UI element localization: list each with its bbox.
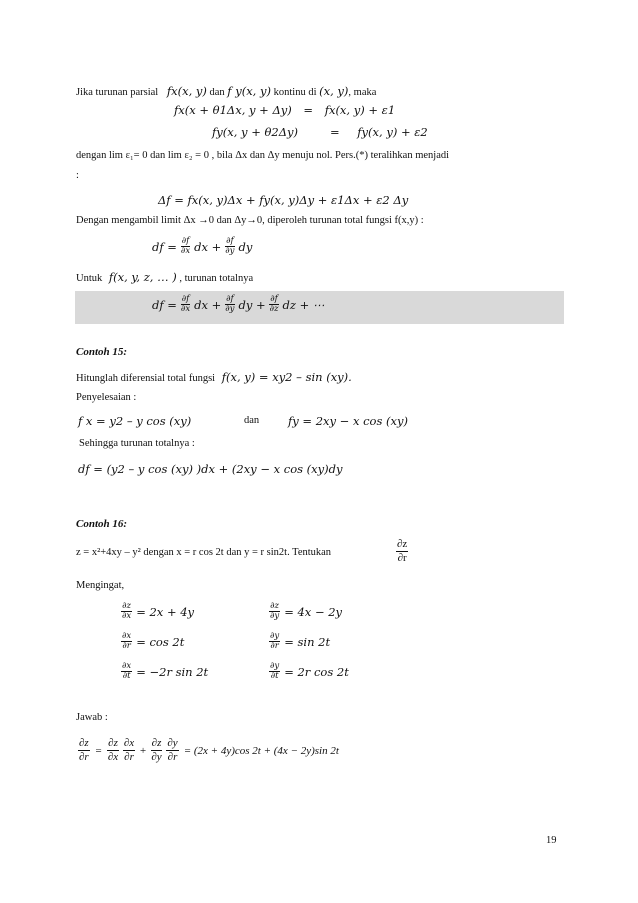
row3-right: $\frac{\partial y}{\partial t}$ = 2r cos 2t <box>270 661 349 681</box>
df-px: ∂x <box>180 246 191 256</box>
df-equation <box>152 237 252 256</box>
df-lhs: df = <box>152 239 177 254</box>
limit-line: dengan lim ε₁= 0 dan lim ε₂ = 0 , bila Δx dan Δy menuju nol. Pers.(*) teralihkan menjadi <box>76 150 450 161</box>
row2-right: $\frac{\partial y}{\partial r}$ = sin 2t <box>270 631 331 651</box>
df3-py: ∂y <box>225 304 235 314</box>
limit-text: Dengan mengambil limit Δx →0 dan Δy→0, diperoleh turunan total fungsi f(x,y) : <box>76 215 424 226</box>
equation-fy-right <box>330 125 428 139</box>
mengingat-label: Mengingat, <box>76 580 125 591</box>
eq2-eq: = <box>330 125 340 139</box>
intro-prefix: Jika turunan parsial <box>76 87 159 98</box>
row3-left: $\frac{\partial x}{\partial t}$ = −2r sin 2t <box>122 661 209 681</box>
df-py: ∂y <box>225 246 235 256</box>
contoh15-problem <box>76 370 352 384</box>
df3-px: ∂x <box>180 304 191 314</box>
colon: : <box>76 170 79 181</box>
eq1-eq: = <box>303 103 314 117</box>
penyelesaian-label: Penyelesaian : <box>76 392 137 403</box>
row2-left: $\frac{\partial x}{\partial r}$ = cos 2t <box>122 631 185 651</box>
contoh15-fx: f x = y2 – y cos (xy) <box>78 414 192 428</box>
intro-line <box>76 84 376 98</box>
contoh16-problem: z = x²+4xy – y² dengan x = r cos 2t dan y = r sin2t. Tentukan <box>76 547 332 558</box>
sehingga-label: Sehingga turunan totalnya : <box>79 438 195 449</box>
intro-fy: f y(x, y) <box>227 84 271 98</box>
eq1-right: fx(x, y) + ε1 <box>324 103 396 117</box>
df3-equation <box>152 295 324 314</box>
intro-dan: dan <box>209 87 225 98</box>
equation-fy <box>212 125 298 139</box>
untuk-rest: , turunan totalnya <box>179 273 254 284</box>
contoh15-title: Contoh 15: <box>76 346 128 358</box>
contoh16-title: Contoh 16: <box>76 518 128 530</box>
answer-equation: $\frac{\partial z}{\partial r}$ = $\frac{\partial z}{\partial x}$ $\frac{\partial x}{\partial r}$ + $\frac{\partial z}{\partial y}$ $\frac{\partial y}{\partial r}$ = (2x + 4y)cos 2t + (4x − 2y)sin 2t <box>79 737 339 763</box>
df3-lhs: df = <box>152 297 177 312</box>
df3-dz: dz + ⋯ <box>282 297 325 312</box>
row1-left: $\frac{\partial z}{\partial x}$ = 2x + 4y <box>122 601 195 621</box>
intro-fx: fx(x, y) <box>166 84 207 98</box>
equation-fx <box>174 103 395 117</box>
untuk-word: Untuk <box>76 273 103 284</box>
contoh15-fy: fy = 2xy − x cos (xy) <box>288 414 408 428</box>
df-dy: dy <box>238 239 253 254</box>
intro-maka: , maka <box>348 87 377 98</box>
df-pf-2: ∂f <box>226 236 234 246</box>
jawab-label: Jawab : <box>76 712 108 723</box>
df3-pf-1: ∂f <box>181 294 190 304</box>
intro-xy: (x, y) <box>319 84 349 98</box>
page-number: 19 <box>546 835 557 846</box>
df-dx: dx + <box>194 239 222 254</box>
row1-right: $\frac{\partial z}{\partial y}$ = 4x − 2y <box>270 601 343 621</box>
df3-dy: dy + <box>238 297 266 312</box>
untuk-line <box>76 270 253 284</box>
contoh15-df: df = (y2 – y cos (xy) )dx + (2xy − x cos (xy)dy <box>78 462 343 476</box>
intro-kontinu: kontinu di <box>273 87 317 98</box>
df3-pf-2: ∂f <box>226 294 234 304</box>
eq2-left: fy(x, y + θ2Δy) <box>212 125 299 139</box>
target-dz: ∂z <box>397 538 408 550</box>
contoh15-problem-prefix: Hitunglah diferensial total fungsi <box>76 373 216 384</box>
delta-f-equation: Δf = fx(x, y)Δx + fy(x, y)Δy + ε1Δx + ε2 Δy <box>158 193 409 207</box>
df3-pz: ∂z <box>269 304 279 314</box>
df3-dx: dx + <box>194 297 222 312</box>
eq2-right: fy(x, y) + ε2 <box>357 125 428 139</box>
df-pf-1: ∂f <box>181 236 190 246</box>
contoh15-problem-func: f(x, y) = xy2 – sin (xy). <box>221 370 352 384</box>
eq1-left: fx(x + θ1Δx, y + Δy) <box>174 103 292 117</box>
target-dr: ∂r <box>397 552 407 564</box>
untuk-func: f(x, y, z, … ) <box>108 270 177 284</box>
contoh16-target-fraction <box>394 538 410 565</box>
df3-pf-3: ∂f <box>270 294 278 304</box>
contoh15-dan: dan <box>244 415 260 426</box>
